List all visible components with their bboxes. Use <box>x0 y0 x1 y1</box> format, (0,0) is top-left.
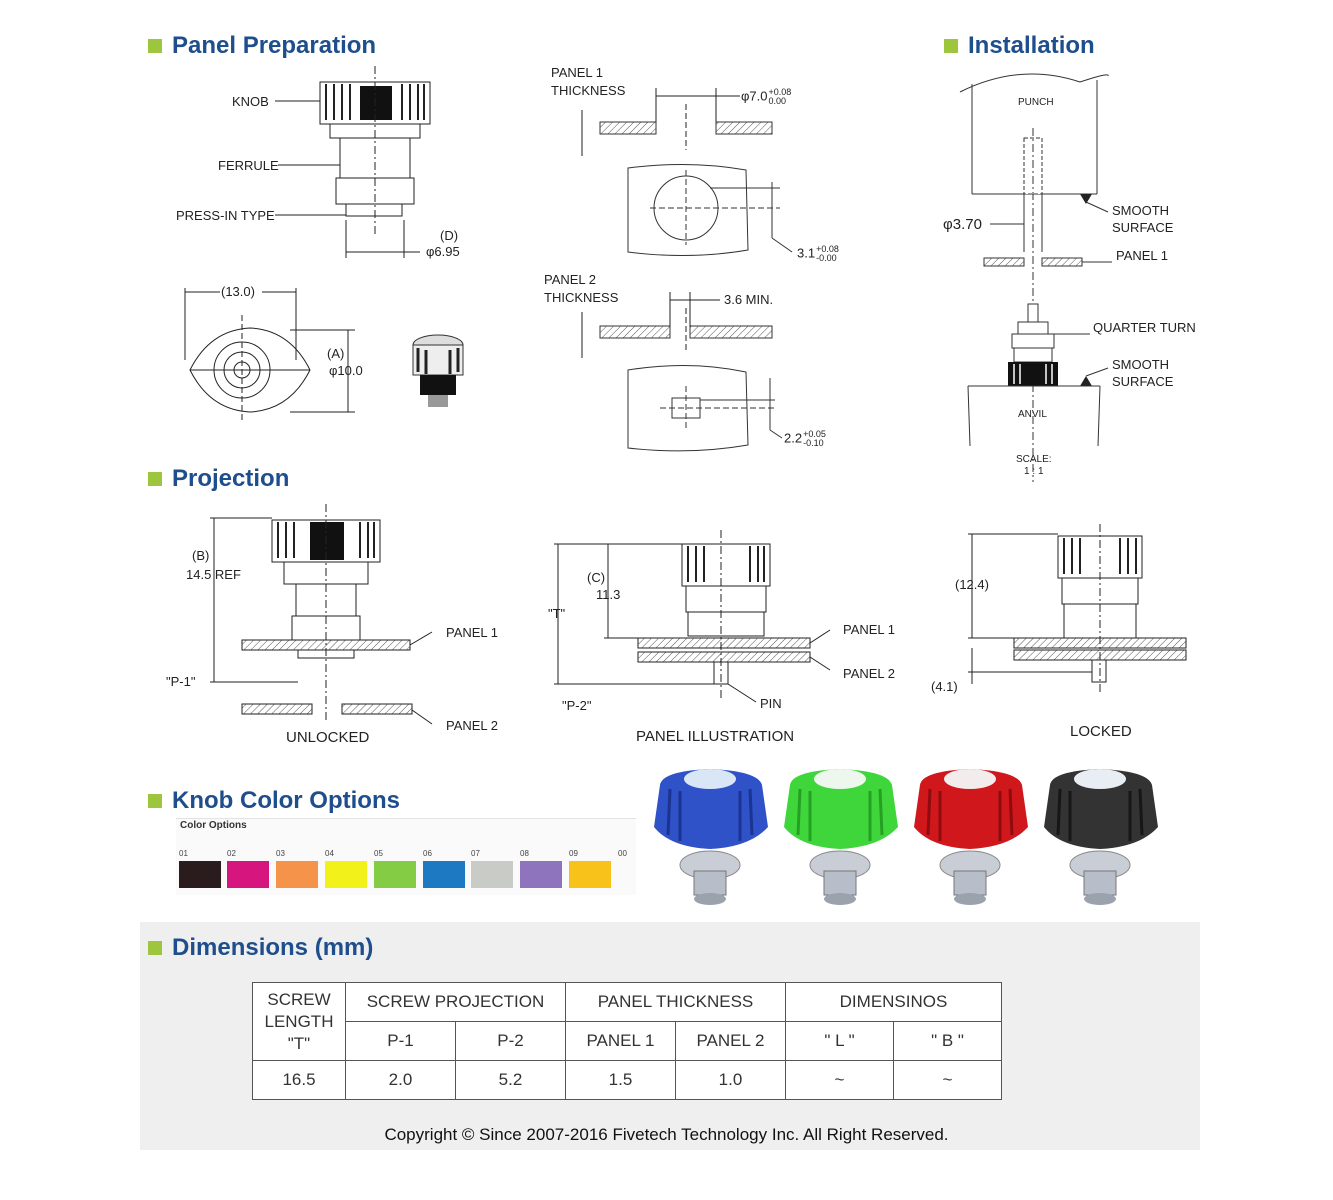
table-subheader-row <box>253 1022 1002 1061</box>
label-press-in-type: PRESS-IN TYPE <box>176 208 275 223</box>
hole1-tol-minus: 0.00 <box>768 96 787 106</box>
swatch-item <box>227 849 269 888</box>
cell-p2: 5.2 <box>456 1061 566 1100</box>
label-p1: "P-1" <box>166 674 196 689</box>
section-title-panel-preparation <box>148 32 376 60</box>
hole1-dia-value: φ7.0 <box>741 88 768 104</box>
swatch-number: 02 <box>227 849 236 858</box>
swatch-item <box>520 849 562 888</box>
swatch-item <box>423 849 465 888</box>
cell-panel1: 1.5 <box>566 1061 676 1100</box>
header-p2: P-2 <box>456 1022 566 1061</box>
color-swatch <box>520 861 562 888</box>
swatch-number: 07 <box>471 849 480 858</box>
cell-panel2: 1.0 <box>676 1061 786 1100</box>
label-knob: KNOB <box>232 94 269 109</box>
label-hole2-offset <box>784 430 826 448</box>
label-d-value: φ6.95 <box>426 244 460 259</box>
label-b-value: 14.5 REF <box>186 567 241 582</box>
bullet-square-icon <box>148 472 162 486</box>
label-b: (B) <box>192 548 210 563</box>
label-punch: PUNCH <box>1018 97 1054 108</box>
cell-p1: 2.0 <box>346 1061 456 1100</box>
label-d: (D) <box>440 228 459 243</box>
color-swatch <box>179 861 221 888</box>
label-ferrule: FERRULE <box>218 158 279 173</box>
hole2-offset-minus: -0.10 <box>803 438 824 448</box>
knob-photo-green <box>784 769 898 905</box>
label-anvil: ANVIL <box>1018 409 1047 420</box>
dimensions-table <box>252 982 1002 1100</box>
swatch-item <box>276 849 318 888</box>
table-header-row <box>253 983 1002 1022</box>
label-width: (13.0) <box>221 284 255 299</box>
color-swatch <box>569 861 611 888</box>
color-swatch <box>325 861 367 888</box>
swatch-number: 06 <box>423 849 432 858</box>
bullet-square-icon <box>148 39 162 53</box>
section-title-projection <box>148 465 289 493</box>
label-hole1-dia <box>741 88 791 106</box>
section-title-dimensions <box>148 934 373 962</box>
color-swatch <box>471 861 513 888</box>
label-panel2-min: 3.6 MIN. <box>724 292 774 307</box>
cell-b: ~ <box>894 1061 1002 1100</box>
label-a: (A) <box>327 346 345 361</box>
swatch-item <box>618 849 627 858</box>
label-quarter-turn: QUARTER TURN <box>1093 320 1196 335</box>
bullet-square-icon <box>148 794 162 808</box>
installation-drawing <box>940 62 1200 482</box>
swatch-number: 09 <box>569 849 578 858</box>
header-l: " L " <box>786 1022 894 1061</box>
swatch-item <box>569 849 611 888</box>
swatch-item <box>179 849 221 888</box>
label-t: "T" <box>548 606 566 621</box>
hole1-offset-plus: +0.08 <box>816 244 839 254</box>
swatch-number: 03 <box>276 849 285 858</box>
section-title-installation <box>944 32 1095 60</box>
bullet-square-icon <box>944 39 958 53</box>
header-screw-projection: SCREW PROJECTION <box>346 983 566 1022</box>
knob-photo-red <box>914 769 1028 905</box>
swatch-item <box>374 849 416 888</box>
header-panel1: PANEL 1 <box>566 1022 676 1061</box>
label-locked-bottom: (4.1) <box>931 679 958 694</box>
cell-l: ~ <box>786 1061 894 1100</box>
header-b: " B " <box>894 1022 1002 1061</box>
header-screw-length: SCREW LENGTH "T" <box>253 983 346 1061</box>
caption-unlocked: UNLOCKED <box>286 729 370 746</box>
label-hole1-offset <box>797 245 839 263</box>
label-install-panel1: PANEL 1 <box>1116 248 1169 263</box>
section-title-knob-color-options <box>148 787 400 815</box>
label-p2: "P-2" <box>562 698 592 713</box>
label-a-value: φ10.0 <box>329 363 363 378</box>
section-title-text: Projection <box>172 465 290 492</box>
copyright-text: Copyright © Since 2007-2016 Fivetech Technology Inc. All Right Reserved. <box>384 1125 949 1144</box>
label-smooth-surface-1: SMOOTH SURFACE <box>1112 203 1174 235</box>
bullet-square-icon <box>148 941 162 955</box>
color-swatch <box>227 861 269 888</box>
label-panel2-thickness: PANEL 2 THICKNESS <box>544 272 619 305</box>
label-illustration-panel2: PANEL 2 <box>843 666 896 681</box>
swatch-number: 04 <box>325 849 334 858</box>
label-c: (C) <box>587 570 606 585</box>
label-locked-top: (12.4) <box>955 577 989 592</box>
section-title-text: Dimensions (mm) <box>172 934 374 961</box>
label-unlocked-panel2: PANEL 2 <box>446 718 499 733</box>
section-title-text: Panel Preparation <box>172 32 377 59</box>
swatch-number: 01 <box>179 849 188 858</box>
caption-panel-illustration: PANEL ILLUSTRATION <box>636 728 795 745</box>
cell-t: 16.5 <box>253 1061 346 1100</box>
hole1-offset-value: 3.1 <box>797 245 816 261</box>
swatch-item <box>325 849 367 888</box>
swatch-item <box>471 849 513 888</box>
label-panel1-thickness: PANEL 1 THICKNESS <box>551 65 626 98</box>
hole1-tol-plus: +0.08 <box>768 87 792 97</box>
label-illustration-panel1: PANEL 1 <box>843 622 896 637</box>
color-options-palette <box>176 818 636 895</box>
color-options-title: Color Options <box>180 820 247 831</box>
knob-photo-blue <box>654 769 768 905</box>
label-unlocked-panel1: PANEL 1 <box>446 625 499 640</box>
knob-photo-black <box>1044 769 1158 905</box>
knob-color-photos <box>650 765 1180 915</box>
swatch-number: 05 <box>374 849 383 858</box>
header-dimensions: DIMENSINOS <box>786 983 1002 1022</box>
header-p1: P-1 <box>346 1022 456 1061</box>
swatch-number: 00 <box>618 849 627 858</box>
hole2-offset-plus: +0.05 <box>803 429 826 439</box>
hole1-offset-minus: -0.00 <box>816 253 837 263</box>
color-swatch <box>276 861 318 888</box>
label-c-value: 11.3 <box>596 587 621 602</box>
section-title-text: Installation <box>968 32 1095 59</box>
swatch-number: 08 <box>520 849 529 858</box>
hole2-offset-value: 2.2 <box>784 430 803 446</box>
label-scale: SCALE: 1 : 1 <box>1016 454 1052 477</box>
caption-locked: LOCKED <box>1070 723 1132 740</box>
label-smooth-surface-2: SMOOTH SURFACE <box>1112 357 1174 389</box>
header-panel2: PANEL 2 <box>676 1022 786 1061</box>
color-swatch <box>423 861 465 888</box>
label-pin: PIN <box>760 696 782 711</box>
header-panel-thickness: PANEL THICKNESS <box>566 983 786 1022</box>
color-swatch <box>374 861 416 888</box>
table-row <box>253 1061 1002 1100</box>
label-install-dia: φ3.70 <box>943 216 982 233</box>
section-title-text: Knob Color Options <box>172 787 400 814</box>
projection-drawing <box>160 500 1200 730</box>
